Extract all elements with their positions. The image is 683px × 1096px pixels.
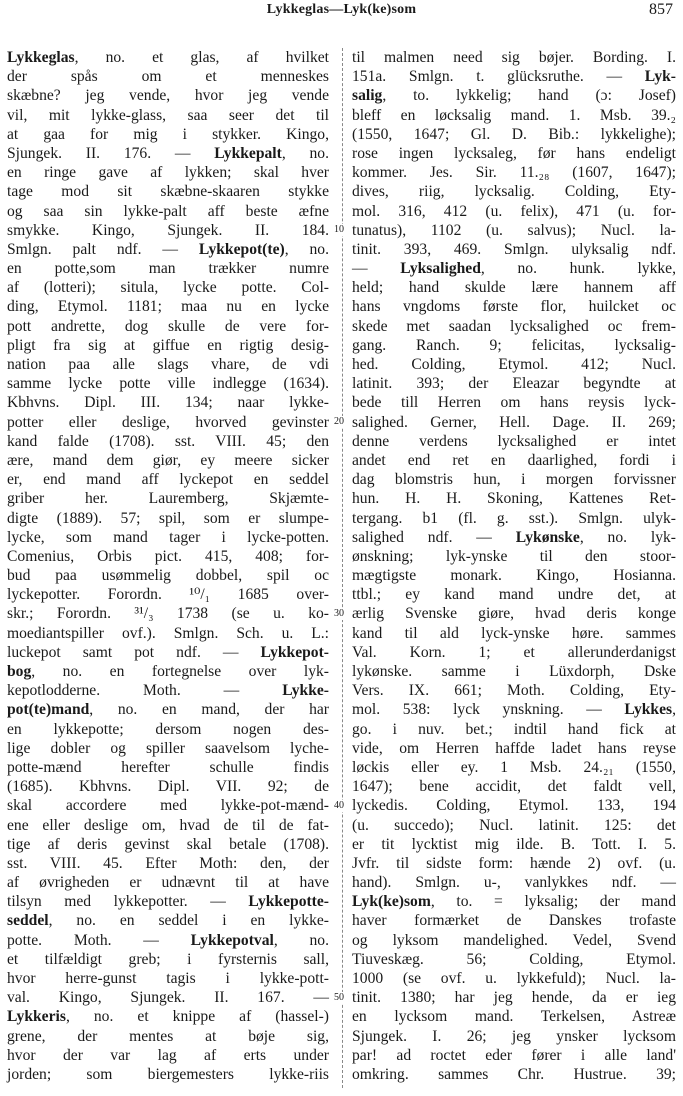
text-line — [7, 451, 329, 470]
text-segment: omkring. sammes Chr. Hustrue. 39; — [352, 1065, 676, 1083]
text-segment: ttbl.; ey kand mand undre det, at — [352, 586, 676, 604]
headword: Lykkepotval — [190, 931, 274, 949]
text-segment: kand falde (1708). sst. VIII. 45; den — [7, 432, 329, 450]
text-line — [7, 835, 329, 854]
text-segment: nation paa alle slags vhare, de vdi — [7, 356, 329, 373]
text-line — [7, 700, 329, 719]
text-segment: er, end mand aff lyckepot en seddel — [7, 471, 329, 489]
text-segment: hvor der var lag af erts under — [7, 1046, 329, 1064]
text-segment: val. Kingo, Sjungek. II. 167. — — [7, 989, 329, 1007]
text-segment: , no. en mand, der har — [89, 701, 329, 719]
text-line — [7, 547, 329, 566]
text-segment: hed. Colding, Etymol. 412; Nucl. — [352, 356, 676, 373]
text-line — [7, 336, 329, 355]
text-line — [352, 202, 676, 221]
headword: seddel — [7, 912, 49, 930]
text-line — [352, 240, 676, 259]
text-segment: kepotlodderne. Moth. — — [7, 682, 283, 700]
headword: Lykkepotte- — [248, 893, 329, 911]
text-line — [7, 48, 329, 67]
text-segment: pligt fra sig at giffue en rigtig desig- — [7, 336, 329, 354]
text-line — [352, 854, 676, 873]
text-segment: at gaa for mig i stykker. Kingo, — [7, 125, 329, 143]
headword: Lykkes — [624, 701, 673, 719]
text-segment: bede till Herren om hans reysis lyck- — [352, 394, 676, 412]
text-segment: skr.; Forordn. ³¹/₃ 1738 (se u. ko- — [7, 605, 329, 623]
text-segment: løckis eller ey. 1 Msb. 24.₂₁ (1550, — [352, 758, 676, 776]
text-line — [352, 604, 676, 623]
text-segment: tinit. 1380; har jeg hende, da er ieg — [352, 989, 676, 1007]
text-segment: hvor herre-gunst tagis i lykke-pott- — [7, 970, 329, 987]
text-segment: , no. hunk. lykke, — [480, 260, 676, 278]
text-line — [7, 720, 329, 739]
text-segment: gang. Ranch. 9; felicitas, lycksalig- — [352, 336, 676, 354]
text-segment: luckepot samt pot ndf. — — [7, 643, 261, 661]
text-segment: en ringe gave af lykken; skal hver — [7, 164, 329, 182]
text-segment: denne verdens lycksalighed er intet — [352, 432, 676, 450]
line-number: 40 — [334, 799, 344, 811]
headword: Lyksalighed — [400, 260, 481, 278]
text-line — [352, 509, 676, 528]
text-line — [352, 1065, 676, 1084]
text-segment: der spås om et menneskes — [7, 68, 329, 86]
text-line — [7, 585, 329, 604]
text-line — [352, 796, 676, 815]
text-segment: en lykkepotte; dersom nogen des- — [7, 720, 329, 738]
text-segment: digte (1889). 57; spil, som er slumpe- — [7, 509, 329, 527]
text-line — [352, 643, 676, 662]
text-line — [7, 259, 329, 278]
headword: salig — [352, 87, 383, 105]
text-line — [7, 221, 329, 240]
text-segment: mol. 538: lyck ynskning. — — [352, 701, 625, 719]
text-segment: Vers. IX. 661; Moth. Colding, Ety- — [352, 682, 676, 700]
text-segment: af øvrigheden er udnævnt til at have — [7, 874, 329, 892]
text-segment: lykønske. samme i Lüxdorph, Dske — [352, 663, 676, 680]
text-line — [352, 393, 676, 412]
text-segment: 1000 (se ovf. u. lykkefuld); Nucl. la- — [352, 970, 676, 987]
text-segment: par! ad roctet eder fører i alle land' — [352, 1046, 676, 1064]
text-segment: af (lotteri); situla, lycke potte. Col- — [7, 279, 329, 297]
text-line — [352, 355, 676, 374]
text-line — [352, 720, 676, 739]
text-line — [352, 816, 676, 835]
text-segment: lycke, som mand tager i lycke-potten. — [7, 528, 329, 546]
text-line — [352, 700, 676, 719]
text-line — [352, 950, 676, 969]
text-line — [7, 1027, 329, 1046]
text-segment: tunatus), 1102 (u. salvus); Nucl. la- — [352, 221, 676, 239]
text-segment: skal accordere med lykke-pot-mænd- — [7, 797, 329, 815]
text-segment: er tit lycktist mig ilde. B. Tott. I. 5. — [352, 835, 676, 853]
text-line — [7, 643, 329, 662]
text-line — [352, 432, 676, 451]
text-segment: , no. lyk- — [579, 528, 676, 546]
text-segment: ærlig Svenske giøre, hvad deris konge — [352, 605, 676, 623]
line-number: 30 — [334, 607, 344, 619]
text-line — [352, 106, 676, 125]
text-segment: ønskning; lyk-ynske til den stoor- — [352, 547, 676, 565]
text-line — [352, 662, 676, 681]
text-segment: ding, Etymol. 1181; maa nu en lycke — [7, 298, 329, 316]
text-line — [352, 86, 676, 105]
text-segment: rose ingen lycksaleg, før hans endeligt — [352, 144, 676, 162]
right-column — [352, 48, 676, 1084]
text-line — [7, 777, 329, 796]
text-line — [7, 489, 329, 508]
text-segment: tage mod sit skæbne-skaaren stykke — [7, 183, 329, 201]
text-segment: , to. lykkelig; hand (ɔ: Josef) — [382, 87, 676, 105]
text-line — [7, 182, 329, 201]
text-segment: kommer. Jes. Sir. 11.₂₈ (1607, 1647); — [352, 164, 676, 182]
left-column — [7, 48, 329, 1084]
text-line — [7, 297, 329, 316]
text-segment: Sjungek. II. 176. — — [7, 144, 215, 162]
text-segment: potte-mænd herefter schulle findis — [7, 758, 329, 776]
text-segment: tergang. b1 (fl. g. sst.). Smlgn. ulyk- — [352, 509, 676, 527]
text-segment: , no. et glas, af hvilket — [74, 49, 329, 66]
text-line — [7, 86, 329, 105]
text-line — [352, 278, 676, 297]
headword: Lyk(ke)som — [352, 893, 431, 911]
text-line — [352, 777, 676, 796]
text-line — [7, 816, 329, 835]
text-segment: vide, om Herren haffde ladet hans reyse — [352, 739, 676, 757]
text-line — [7, 163, 329, 182]
text-line — [7, 202, 329, 221]
text-segment: mægtigste monark. Kingo, Hosianna. — [352, 567, 676, 585]
text-segment: — — [352, 260, 401, 278]
text-segment: bud paa usømmelig dobbel, spil oc — [7, 567, 329, 585]
text-line — [352, 547, 676, 566]
running-header-title: Lykkeglas—Lyk(ke)som — [266, 2, 417, 17]
text-line — [352, 739, 676, 758]
text-line — [352, 67, 676, 86]
text-line — [352, 144, 676, 163]
text-line — [352, 969, 676, 988]
text-line — [352, 374, 676, 393]
text-line — [352, 182, 676, 201]
text-line — [352, 931, 676, 950]
text-line — [352, 259, 676, 278]
text-line — [7, 950, 329, 969]
line-number: 10 — [334, 223, 344, 235]
text-segment: tilsyn med lykkepotter. — — [7, 893, 249, 911]
text-segment: Jvfr. til sidste form: hænde 2) ovf. (u. — [352, 854, 676, 872]
text-line — [7, 854, 329, 873]
text-segment: dives, riig, lycksalig. Colding, Ety- — [352, 183, 676, 201]
text-line — [352, 451, 676, 470]
text-segment: , no. et knippe af (hassel-) — [65, 1008, 329, 1026]
text-segment: Val. Korn. 1; et allerunderdanigst — [352, 643, 676, 661]
text-segment: go. i nuv. bet.; indtil hand fick at — [352, 720, 676, 738]
text-segment: potter eller deslige, hvorved gevinster — [7, 413, 329, 431]
text-line — [352, 163, 676, 182]
text-line — [352, 1007, 676, 1026]
text-segment: haver formærket de Danskes trofaste — [352, 912, 676, 930]
text-segment: smykke. Kingo, Sjungek. II. 184. — [7, 221, 329, 239]
text-segment: , no. en fortegnelse over lyk- — [31, 663, 329, 680]
text-line — [7, 355, 329, 374]
page-number: 857 — [649, 1, 673, 18]
text-line — [352, 317, 676, 336]
text-segment: og saa sin lykke-palt aff beste æfne — [7, 202, 329, 220]
text-line — [7, 240, 329, 259]
column-gutter — [334, 48, 348, 1088]
headword: Lykkeglas — [7, 49, 75, 66]
text-line — [352, 624, 676, 643]
text-segment: Tiuveskæg. 56; Colding, Etymol. — [352, 950, 676, 968]
text-segment: salighed. Gerner, Hell. Dage. II. 269; — [352, 413, 676, 431]
text-segment: samme lycke potte ville indlegge (1634). — [7, 375, 329, 393]
text-segment: skede met saadan lycksalighed oc frem- — [352, 317, 676, 335]
text-segment: , no. — [273, 931, 329, 949]
text-segment: pott andrette, dog skulle de vere for- — [7, 317, 329, 335]
text-line — [352, 873, 676, 892]
text-segment: hand). Smlgn. u-, vanlykkes ndf. — — [352, 874, 676, 892]
text-line — [7, 470, 329, 489]
text-segment: Comenius, Orbis pict. 415, 408; for- — [7, 547, 329, 565]
text-segment: kand til ald lyck-ynske høre. sammes — [352, 624, 676, 642]
text-line — [7, 624, 329, 643]
text-line — [7, 67, 329, 86]
text-segment: skæbne? jeg vende, hvor jeg vende — [7, 87, 329, 105]
headword: Lykkepot- — [260, 643, 329, 661]
headword: Lykke- — [282, 682, 329, 700]
text-line — [7, 144, 329, 163]
text-segment: lyckedis. Colding, Etymol. 133, 194 — [352, 797, 676, 815]
headword: Lyk- — [644, 68, 676, 86]
text-line — [7, 1007, 329, 1026]
text-line — [7, 969, 329, 988]
text-line — [7, 873, 329, 892]
line-number: 50 — [334, 991, 344, 1003]
text-segment: tige af deris gevinst skal betale (1708). — [7, 835, 329, 853]
text-line — [7, 796, 329, 815]
text-line — [352, 1027, 676, 1046]
text-segment: salighed ndf. — — [352, 528, 516, 546]
text-segment: Kbhvns. Dipl. III. 134; naar lykke- — [7, 394, 329, 412]
text-line — [7, 125, 329, 144]
text-line — [352, 988, 676, 1007]
text-line — [352, 835, 676, 854]
text-line — [7, 278, 329, 297]
text-line — [352, 585, 676, 604]
text-line — [7, 106, 329, 125]
text-line — [352, 413, 676, 432]
text-line — [7, 931, 329, 950]
text-segment: en potte,som man trækker numre — [7, 260, 329, 278]
text-line — [7, 413, 329, 432]
text-segment: moediantspiller ovf.). Smlgn. Sch. u. L.: — [7, 624, 329, 642]
text-segment: jorden; som biergemesters lykke-riis — [7, 1065, 329, 1083]
text-line — [352, 125, 676, 144]
headword: Lykkepalt — [214, 144, 282, 162]
text-segment: lyckepotter. Forordn. ¹⁰/₁ 1685 over- — [7, 586, 329, 604]
text-line — [7, 739, 329, 758]
text-segment: en lycksom mand. Terkelsen, Astreæ — [352, 1008, 676, 1026]
text-segment: potte. Moth. — — [7, 931, 191, 949]
text-segment: Smlgn. palt ndf. — — [7, 240, 199, 258]
text-line — [352, 758, 676, 777]
text-line — [352, 221, 676, 240]
text-segment: , — [672, 701, 676, 719]
text-segment: grene, der mentes at bøje sig, — [7, 1027, 329, 1045]
text-segment: mol. 316, 412 (u. felix), 471 (u. for- — [352, 202, 676, 220]
headword: pot(te)mand — [7, 701, 90, 719]
text-segment: (u. succedo); Nucl. latinit. 125: det — [352, 816, 676, 834]
text-line — [352, 528, 676, 547]
text-segment: til malmen need sig bøjer. Bording. I. — [352, 49, 676, 66]
text-segment: hans vngdoms første flor, huilcket oc — [352, 298, 676, 316]
text-line — [7, 911, 329, 930]
text-line — [7, 566, 329, 585]
text-line — [7, 509, 329, 528]
text-line — [7, 988, 329, 1007]
line-number: 20 — [334, 415, 344, 427]
text-line — [352, 1046, 676, 1065]
text-line — [352, 336, 676, 355]
text-line — [7, 1065, 329, 1084]
text-segment: sst. VIII. 45. Efter Moth: den, der — [7, 854, 329, 872]
headword: Lykkepot(te) — [198, 240, 285, 258]
column-divider-rule — [342, 48, 343, 1088]
text-line — [7, 374, 329, 393]
text-segment: , to. = lyksalig; der mand — [430, 893, 676, 911]
text-segment: lige dobler og spiller saavelsom lyche- — [7, 739, 329, 757]
text-line — [7, 758, 329, 777]
text-segment: Sjungek. I. 26; jeg ynsker lycksom — [352, 1027, 676, 1045]
text-segment: , no. — [281, 144, 329, 162]
text-line — [352, 470, 676, 489]
text-segment: vil, mit lykke-glass, saa seer det til — [7, 106, 329, 124]
text-line — [352, 911, 676, 930]
text-segment: og lyksom mandelighed. Vedel, Svend — [352, 931, 676, 949]
text-line — [7, 528, 329, 547]
text-segment: ene eller deslige om, hvad de til de fat- — [7, 816, 329, 834]
text-line — [352, 681, 676, 700]
text-line — [7, 892, 329, 911]
text-line — [352, 566, 676, 585]
text-segment: latinit. 393; der Eleazar begyndte at — [352, 375, 676, 393]
text-segment: et tilfældigt greb; i fyrsternis sall, — [7, 950, 329, 968]
headword: bog — [7, 663, 32, 680]
text-segment: , no. — [284, 240, 329, 258]
text-segment: 151a. Smlgn. t. glücksruthe. — — [352, 68, 645, 86]
text-segment: 1647); bene accidit, det faldt vell, — [352, 778, 676, 796]
text-segment: griber her. Lauremberg, Skjæmte- — [7, 490, 329, 508]
text-segment: andet end ret en daarlighed, fordi i — [352, 451, 676, 469]
text-segment: bleff en løcksalig mand. 1. Msb. 39.₂ — [352, 106, 676, 124]
text-segment: dag blomstris hun, i morgen forvissner — [352, 471, 676, 489]
text-line — [352, 297, 676, 316]
text-line — [7, 604, 329, 623]
text-segment: ære, mand dem giør, ey meere sicker — [7, 451, 329, 469]
headword: Lykønske — [515, 528, 580, 546]
text-line — [7, 393, 329, 412]
text-segment: (1685). Kbhvns. Dipl. VII. 92; de — [7, 778, 329, 796]
text-line — [7, 1046, 329, 1065]
headword: Lykkeris — [7, 1008, 66, 1026]
text-segment: tinit. 393, 469. Smlgn. ulyksalig ndf. — [352, 240, 676, 258]
text-segment: hun. H. H. Skoning, Kattenes Ret- — [352, 490, 676, 508]
text-line — [352, 489, 676, 508]
text-line — [352, 892, 676, 911]
text-line — [352, 48, 676, 67]
text-line — [7, 432, 329, 451]
text-line — [7, 662, 329, 681]
text-segment: (1550, 1647; Gl. D. Bib.: lykkelighe); — [352, 125, 676, 143]
text-segment: held; hand skulde lære hannem aff — [352, 279, 676, 297]
text-line — [7, 681, 329, 700]
text-line — [7, 317, 329, 336]
text-segment: , no. en seddel i en lykke- — [48, 912, 329, 930]
